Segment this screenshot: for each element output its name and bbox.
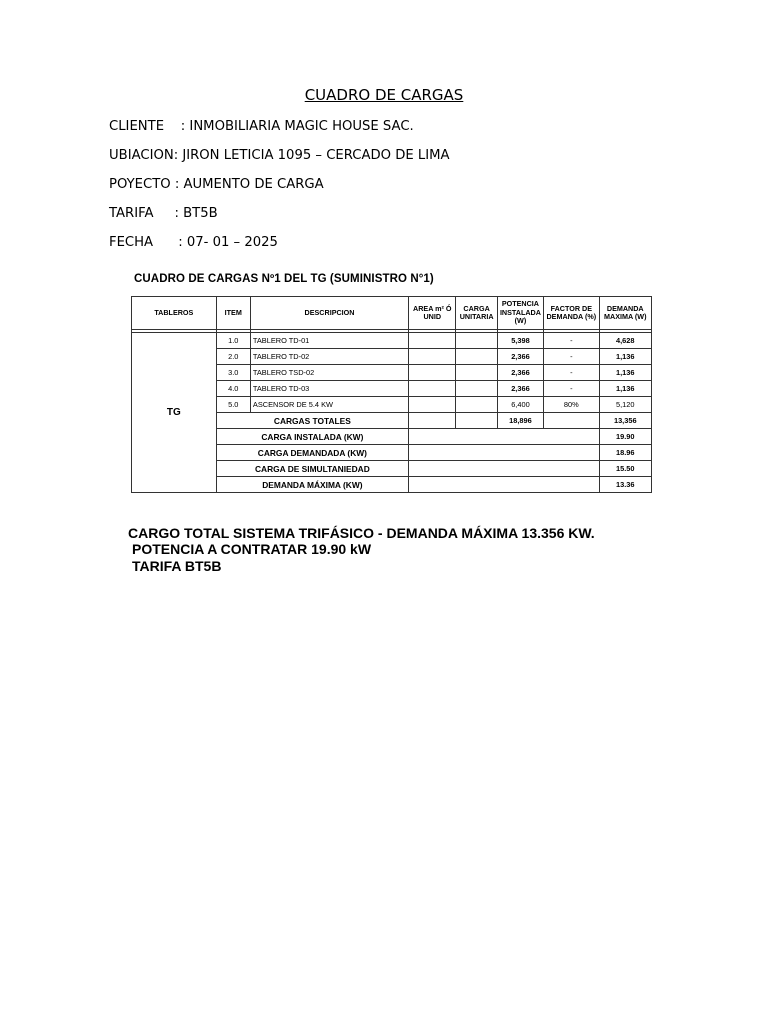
row-factor: -: [544, 365, 599, 381]
row-factor: -: [544, 381, 599, 397]
row-desc: TABLERO TD-01: [250, 333, 408, 349]
group-label-tg: TG: [132, 333, 217, 493]
row-demanda: 1,136: [599, 381, 651, 397]
summary-value: 18.96: [599, 445, 651, 461]
row-demanda: 1,136: [599, 365, 651, 381]
row-factor: -: [544, 349, 599, 365]
header-descripcion: DESCRIPCION: [250, 297, 408, 330]
row-potencia: 2,366: [497, 381, 543, 397]
header-potencia: POTENCIA INSTALADA (W): [497, 297, 543, 330]
row-potencia: 6,400: [497, 397, 543, 413]
row-factor: -: [544, 333, 599, 349]
client-line: CLIENTE : INMOBILIARIA MAGIC HOUSE SAC.: [109, 119, 414, 134]
tariff-line: TARIFA : BT5B: [109, 206, 218, 221]
totals-potencia: 18,896: [497, 413, 543, 429]
header-demanda: DEMANDA MAXIMA (W): [599, 297, 651, 330]
row-factor: 80%: [544, 397, 599, 413]
totals-demanda: 13,356: [599, 413, 651, 429]
summary-label: CARGA DE SIMULTANIEDAD: [216, 461, 408, 477]
summary-value: 13.36: [599, 477, 651, 493]
row-item: 2.0: [216, 349, 250, 365]
header-area: AREA m² Ó UNID: [409, 297, 456, 330]
row-desc: TABLERO TSD-02: [250, 365, 408, 381]
contract-power-line: POTENCIA A CONTRATAR 19.90 kW: [132, 541, 372, 557]
row-demanda: 1,136: [599, 349, 651, 365]
total-charge-line: CARGO TOTAL SISTEMA TRIFÁSICO - DEMANDA MÁXIMA 13.356 KW.: [128, 525, 595, 541]
loads-table: [131, 296, 652, 493]
row-potencia: 5,398: [497, 333, 543, 349]
header-factor: FACTOR DE DEMANDA (%): [544, 297, 599, 330]
row-item: 4.0: [216, 381, 250, 397]
location-line: UBIACION: JIRON LETICIA 1095 – CERCADO DE LIMA: [109, 148, 450, 163]
row-desc: TABLERO TD-02: [250, 349, 408, 365]
row-item: 5.0: [216, 397, 250, 413]
totals-label: CARGAS TOTALES: [216, 413, 408, 429]
row-potencia: 2,366: [497, 349, 543, 365]
row-item: 3.0: [216, 365, 250, 381]
summary-label: CARGA DEMANDADA (KW): [216, 445, 408, 461]
row-demanda: 4,628: [599, 333, 651, 349]
summary-value: 19.90: [599, 429, 651, 445]
table-header-row: [132, 297, 652, 330]
row-desc: ASCENSOR DE 5.4 KW: [250, 397, 408, 413]
summary-label: CARGA INSTALADA (KW): [216, 429, 408, 445]
row-item: 1.0: [216, 333, 250, 349]
summary-label: DEMANDA MÁXIMA (KW): [216, 477, 408, 493]
row-potencia: 2,366: [497, 365, 543, 381]
tariff-summary-line: TARIFA BT5B: [132, 558, 222, 574]
header-carga-unitaria: CARGA UNITARIA: [456, 297, 497, 330]
summary-value: 15.50: [599, 461, 651, 477]
row-desc: TABLERO TD-03: [250, 381, 408, 397]
header-tableros: TABLEROS: [132, 297, 217, 330]
page-title: CUADRO DE CARGAS: [304, 86, 464, 104]
row-demanda: 5,120: [599, 397, 651, 413]
date-line: FECHA : 07- 01 – 2025: [109, 235, 278, 250]
table-row: [132, 333, 652, 349]
table-title: CUADRO DE CARGAS Nº1 DEL TG (SUMINISTRO N°1): [134, 273, 434, 285]
project-line: POYECTO : AUMENTO DE CARGA: [109, 177, 324, 192]
header-item: ITEM: [216, 297, 250, 330]
